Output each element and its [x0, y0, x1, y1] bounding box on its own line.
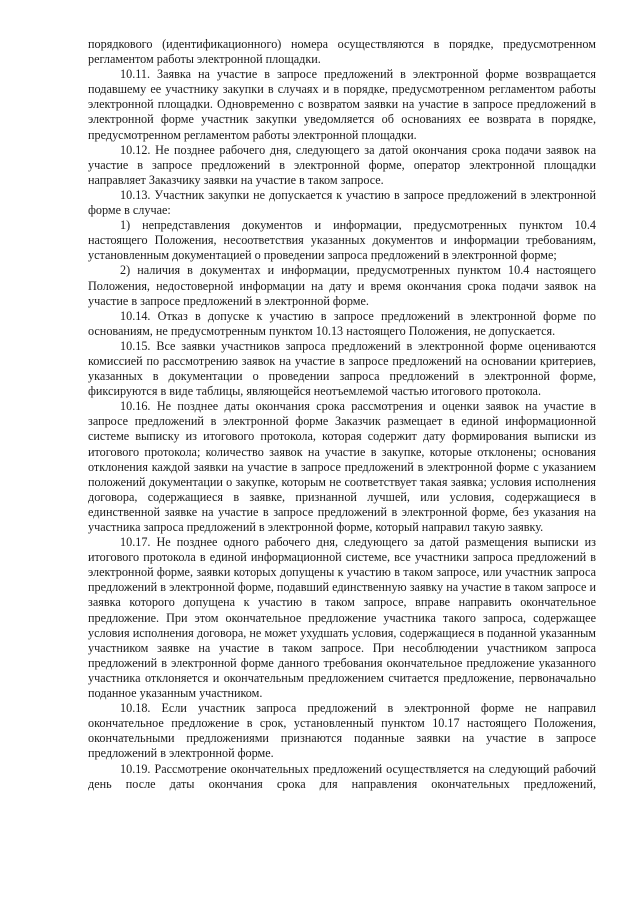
paragraph-10-12: 10.12. Не позднее рабочего дня, следующего за датой окончания срока подачи заявок на участие в запросе предложений в электронной форме, оператор электронной площадки направляет Заказчику заявки на участие в таком запросе. — [88, 142, 596, 187]
paragraph-10-16: 10.16. Не позднее даты окончания срока рассмотрения и оценки заявок на участие в запросе предложений в электронной форме Заказчик размещает в единой информационной системе выписку из итогового протокола, которая содержит дату формирования выписки из итогового протокола; количество заявок на участие в закупке, которые отклонены; основания отклонения каждой заявки на участие в запросе предложений в электронной форме с указанием положений документации о закупке, которым не соответствует такая заявка; условия исполнения договора, содержащиеся в заявке, признанной лучшей, или условия, содержащиеся в единственной заявке на участие в запросе предложений в электронной форме, без указания на участника запроса предложений в электронной форме, который направил такую заявку. — [88, 399, 596, 534]
paragraph-10-19: 10.19. Рассмотрение окончательных предложений осуществляется на следующий рабочий день после даты окончания срока для направления окончательных предложений, — [88, 761, 596, 791]
paragraph-10-15: 10.15. Все заявки участников запроса предложений в электронной форме оцениваются комиссией по рассмотрению заявок на участие в запросе предложений на основании критериев, указанных в документации о проведении запроса предложений в электронной форме, фиксируются в виде таблицы, являющейся неотъемлемой частью итогового протокола. — [88, 338, 596, 399]
paragraph-10-14: 10.14. Отказ в допуске к участию в запросе предложений в электронной форме по основаниям, не предусмотренным пунктом 10.13 настоящего Положения, не допускается. — [88, 308, 596, 338]
paragraph-10-13-item-1: 1) непредставления документов и информации, предусмотренных пунктом 10.4 настоящего Положения, несоответствия указанных документов и информации требованиям, установленным документацией о проведении запроса предложений в электронной форме; — [88, 218, 596, 263]
paragraph-continuation: порядкового (идентификационного) номера осуществляются в порядке, предусмотренном регламентом работы электронной площадки. — [88, 37, 596, 67]
paragraph-10-18: 10.18. Если участник запроса предложений в электронной форме не направил окончательное предложение в срок, установленный пунктом 10.17 настоящего Положения, окончательными предложениями признаются поданные заявки на участие в запросе предложений в электронной форме. — [88, 701, 596, 761]
paragraph-10-13-item-2: 2) наличия в документах и информации, предусмотренных пунктом 10.4 настоящего Положения, недостоверной информации на дату и время окончания срока подачи заявок на участие в запросе предложений в электронной форме. — [88, 263, 596, 308]
paragraph-10-17: 10.17. Не позднее одного рабочего дня, следующего за датой размещения выписки из итогового протокола в единой информационной системе, все участники запроса предложений в электронной форме, заявки которых допущены к участию в таком запросе, или участник запроса предложений в электронной форме, подавший единственную заявку на участие в таком запросе и заявка которого допущена к участию в таком запросе, вправе направить окончательное предложение. При этом окончательное предложение участника такого запроса, содержащее условия исполнения договора, не может ухудшать условия, содержащиеся в поданной указанным участником заявке на участие в таком запросе. При несоблюдении участником запроса предложений в электронной форме данного требования окончательное предложение указанного участника отклоняется и окончательным предложением считается предложение, первоначально поданное указанным участником. — [88, 535, 596, 701]
paragraph-10-11: 10.11. Заявка на участие в запросе предложений в электронной форме возвращается подавшему ее участнику закупки в случаях и в порядке, предусмотренном регламентом работы электронной площадки. Одновременно с возвратом заявки на участие в запросе предложений в электронной форме участник закупки уведомляется об основаниях ее возврата в порядке, предусмотренном регламентом работы электронной площадки. — [88, 67, 596, 142]
document-page — [88, 37, 596, 792]
paragraph-10-13: 10.13. Участник закупки не допускается к участию в запросе предложений в электронной форме в случае: — [88, 187, 596, 218]
